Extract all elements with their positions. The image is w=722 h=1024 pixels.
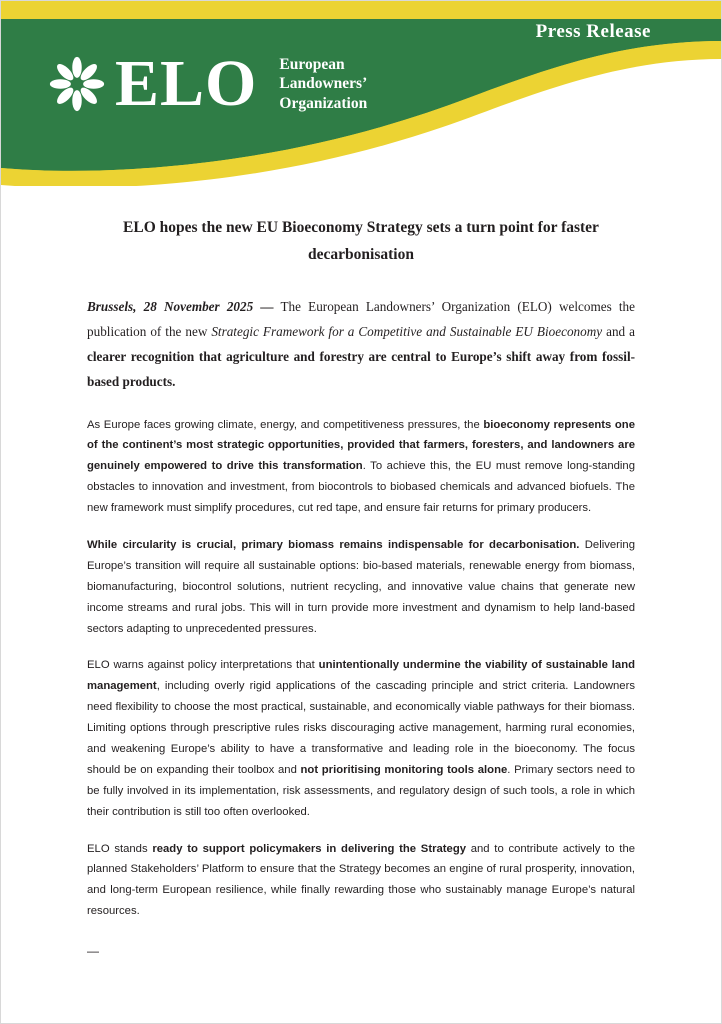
para-warning [87,655,635,822]
lead-paragraph [87,294,635,394]
logo-name-line-1: European [279,55,345,73]
para-warning-run-4: . Primary sectors need to be fully involved in its implementation, risk assessments, and regulatory design of such tools, a role in which their contribution is still too often overlooked. [87,763,635,818]
lead-text-2: and a [602,324,635,340]
logo-name-line-3: Organization [279,95,368,113]
para-biomass [87,535,635,639]
para-support-run-1: ready to support policymakers in delivering the Strategy [152,842,467,855]
dateline: Brussels, 28 November 2025 — [87,299,274,315]
para-support-run-0: ELO stands [87,842,153,855]
para-warning-run-0: ELO warns against policy interpretations that [87,659,319,672]
lead-bold-1: clearer recognition that agriculture and forestry are central to Europe’s shift away from fossil-based products. [87,349,635,390]
para-biomass-run-1: Delivering Europe’s transition will require all sustainable options: bio-based materials, renewable energy from biomass, biomanufacturing, biocontrol solutions, nutrient recycling, and innovative value chains that generate new income streams and rural jobs. This will in turn provide more investment and dynamism to help land-based sectors adapting to unprecedented pressures. [87,539,635,635]
flower-logo-icon [49,56,105,112]
para-warning-run-1: unintentionally undermine the viability of sustainable land management [87,659,635,693]
para-warning-run-3: not prioritising monitoring tools alone [300,763,508,776]
para-support [87,839,635,923]
para-competitiveness-run-2: . To achieve this, the EU must remove long-standing obstacles to innovation and investment, from biocontrols to biobased chemicals and advanced biofuels. The new framework must simplify procedures, cut red tape, and ensure fair returns for primary producers. [87,460,635,515]
para-competitiveness-run-1: bioeconomy represents one of the continent’s most strategic opportunities, provided that farmers, foresters, and landowners are genuinely empowered to drive this transformation [87,418,635,473]
document-header [1,1,721,186]
footer-dash: — [87,944,100,959]
document-body [1,186,721,958]
lead-text-1: The European Landowners’ Organization (ELO) welcomes the publication of the new [87,299,635,340]
logo-full-name [279,55,367,114]
para-biomass-run-0: While circularity is crucial, primary biomass remains indispensable for decarbonisation. [87,539,580,552]
logo-acronym: ELO [115,47,258,120]
paragraph-list [87,415,635,923]
logo-name-line-2: Landowners’ [279,75,368,93]
para-competitiveness [87,415,635,519]
press-release-label: Press Release [535,21,651,42]
elo-logo [49,47,368,120]
para-support-run-2: and to contribute actively to the planned Stakeholders’ Platform to ensure that the Strategy becomes an engine of rural prosperity, innovation, and long-term European resilience, while finally rewarding those who sustainably manage Europe’s natural resources. [87,842,636,918]
para-warning-run-2: , including overly rigid applications of the cascading principle and strict criteria. Landowners need flexibility to choose the most practical, sustainable, and economically viable pathways for their biomass. Limiting options through prescriptive rules risks discouraging active management, harming rural economies, and weakening Europe’s ability to have a transformative and leading role in the bioeconomy. The focus should be on expanding their toolbox and [87,680,635,776]
page-title: ELO hopes the new EU Bioeconomy Strategy sets a turn point for faster decarbonisation [123,219,599,264]
lead-italic-title: Strategic Framework for a Competitive and Sustainable EU Bioeconomy [211,324,603,340]
para-competitiveness-run-0: As Europe faces growing climate, energy, and competitiveness pressures, the [87,418,484,431]
